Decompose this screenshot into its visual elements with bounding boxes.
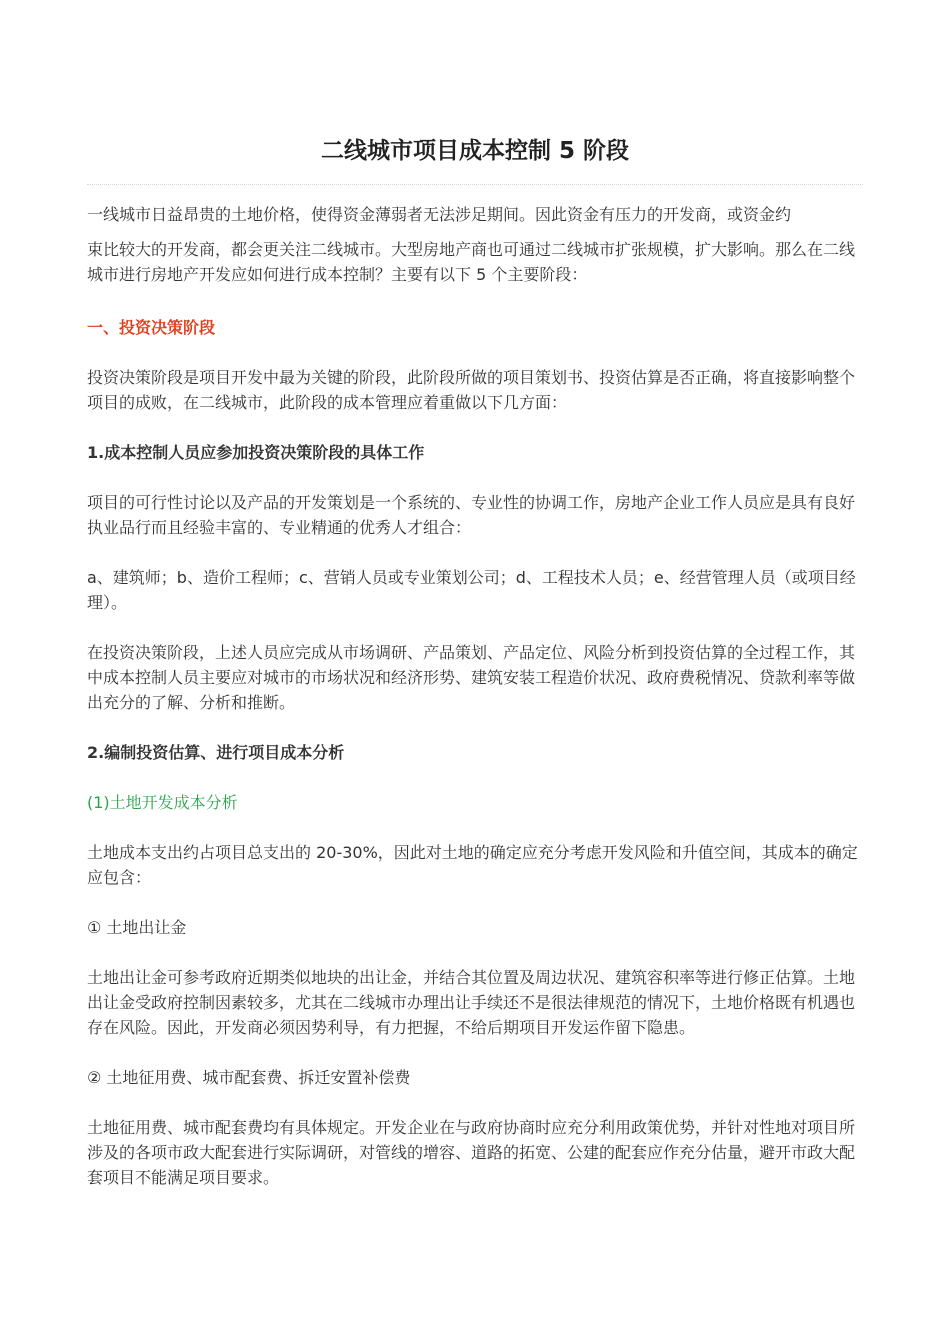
- intro-first-line: 一线城市日益昂贵的土地价格，使得资金薄弱者无法涉足期间。因此资金有压力的开发商，或资金约: [87, 205, 792, 224]
- subsection-paragraph: 在投资决策阶段，上述人员应完成从市场调研、产品策划、产品定位、风险分析到投资估算的全过程工作，其中成本控制人员主要应对城市的市场状况和经济形势、建筑安装工程造价状况、政府费税情况、贷款利率等做出充分的了解、分析和推断。: [87, 643, 856, 712]
- point-heading-2: ② 土地征用费、城市配套费、拆迁安置补偿费: [87, 1068, 411, 1087]
- point-heading-1: ① 土地出让金: [87, 918, 187, 937]
- subsection-paragraph: 项目的可行性讨论以及产品的开发策划是一个系统的、专业性的协调工作，房地产企业工作人员应是具有良好执业品行而且经验丰富的、专业精通的优秀人才组合：: [87, 493, 856, 537]
- point-paragraph: 土地出让金可参考政府近期类似地块的出让金，并结合其位置及周边状况、建筑容积率等进行修正估算。土地出让金受政府控制因素较多，尤其在二线城市办理出让手续还不是很法律规范的情况下，土地价格既有机遇也存在风险。因此，开发商必须因势利导，有力把握，不给后期项目开发运作留下隐患。: [87, 968, 856, 1037]
- section-paragraph: 投资决策阶段是项目开发中最为关键的阶段，此阶段所做的项目策划书、投资估算是否正确，将直接影响整个项目的成败，在二线城市，此阶段的成本管理应着重做以下几方面：: [87, 368, 856, 412]
- document-page: [87, 0, 863, 1190]
- point-paragraph: 土地征用费、城市配套费均有具体规定。开发企业在与政府协商时应充分利用政策优势，并针对性地对项目所涉及的各项市政大配套进行实际调研，对管线的增容、道路的拓宽、公建的配套应作充分估量，避开市政大配套项目不能满足项目要求。: [87, 1118, 856, 1187]
- page-title: 二线城市项目成本控制 5 阶段: [320, 138, 630, 164]
- title-divider: [87, 184, 863, 185]
- intro-rest: 束比较大的开发商，都会更关注二线城市。大型房地产商也可通过二线城市扩张规模，扩大影响。那么在二线城市进行房地产开发应如何进行成本控制？主要有以下 5 个主要阶段：: [87, 240, 856, 284]
- item-paragraph: 土地成本支出约占项目总支出的 20-30%，因此对土地的确定应充分考虑开发风险和升值空间，其成本的确定应包含：: [87, 843, 858, 887]
- subsection-heading-1: 1.成本控制人员应参加投资决策阶段的具体工作: [87, 443, 425, 462]
- item-heading-land-cost: (1)土地开发成本分析: [87, 793, 238, 812]
- section-heading-investment: 一、投资决策阶段: [87, 318, 216, 337]
- intro-paragraph: [87, 202, 863, 287]
- subsection-heading-2: 2.编制投资估算、进行项目成本分析: [87, 743, 345, 762]
- personnel-list-paragraph: a、建筑师；b、造价工程师；c、营销人员或专业策划公司；d、工程技术人员；e、经营管理人员（或项目经理）。: [87, 568, 856, 612]
